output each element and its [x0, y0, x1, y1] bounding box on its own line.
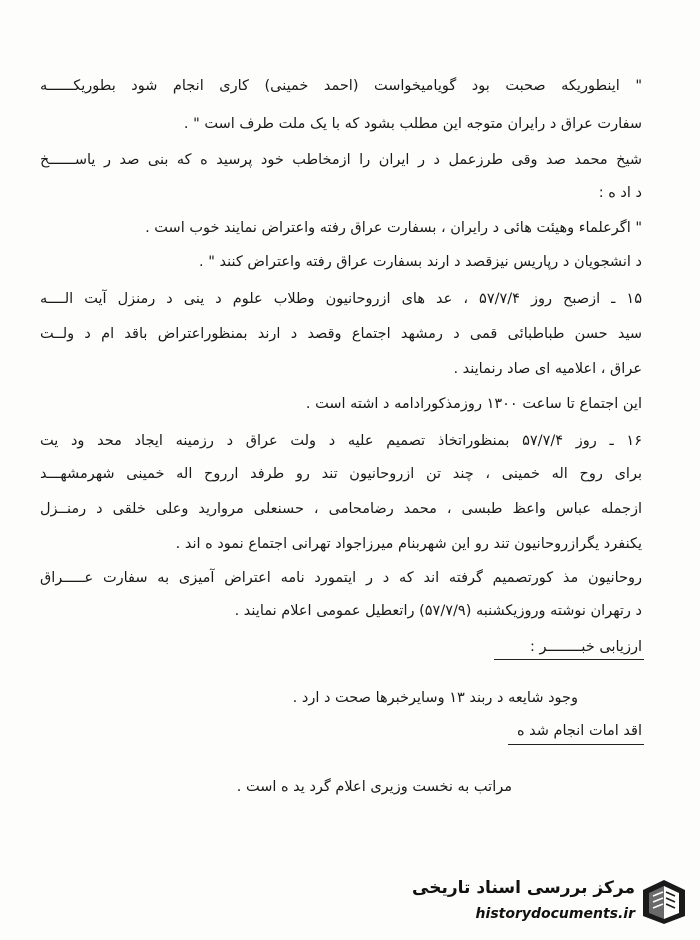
text-line: سید حسن طباطبائی قمی د رمشهد اجتماع وقصد د ارند بمنظوراعتراض باقد ام د ولــت	[40, 326, 642, 342]
text-line: سفارت عراق د رایران متوجه این مطلب بشود که با یک ملت طرف است " .	[183, 116, 642, 132]
text-line: د انشجویان د رپاریس نیزقصد د ارند بسفارت عراق رفته واعتراض کنند " .	[199, 254, 642, 270]
archive-watermark	[410, 872, 695, 934]
text-line: ۱۵ ـ ازصبح روز ۵۷/۷/۴ ، عد های ازروحانیون وطلاب علوم د ینی د رمنزل آیت الــــه	[40, 291, 642, 307]
assessment-text: وجود شایعه د ربند ۱۳ وسایرخبرها صحت د ارد .	[292, 690, 578, 706]
text-line: " اگرعلماء وهیئت هائی د رایران ، بسفارت عراق رفته واعتراض نمایند خوب است .	[145, 220, 642, 236]
text-line: ۱۶ ـ روز ۵۷/۷/۴ بمنظوراتخاذ تصمیم علیه د ولت عراق د رزمینه ایجاد محد ود یت	[40, 433, 642, 449]
text-line: برای روح اله خمینی ، چند تن ازروحانیون تند رو طرفد ارروح اله خمینی شهرمشهـــد	[40, 466, 642, 482]
book-emblem-icon	[639, 876, 689, 928]
assessment-heading: ارزیابی خبــــــــر :	[529, 639, 642, 655]
text-line: یکنفرد یگرازروحانیون تند رو این شهربنام میرزاجواد تهرانی اجتماع نمود ه اند .	[175, 536, 642, 552]
text-line: روحانیون مذ کورتصمیم گرفته اند که د ر ایتمورد نامه اعتراض آمیزی به سفارت عـــــراق	[40, 570, 642, 586]
actions-heading: اقد امات انجام شد ه	[516, 723, 642, 739]
heading-underline	[508, 744, 644, 745]
text-line: " اینطوریکه صحبت بود گویامیخواست (احمد خمینی) کاری انجام شود بطوریکــــــه	[40, 78, 642, 94]
text-line: این اجتماع تا ساعت ۱۳۰۰ روزمذکورادامه د اشته است .	[305, 396, 642, 412]
text-line: د رتهران نوشته وروزیکشنبه (۵۷/۷/۹) راتعطیل عمومی اعلام نمایند .	[234, 603, 642, 619]
text-line: عراق ، اعلامیه ای صاد رنمایند .	[453, 361, 642, 377]
actions-text: مراتب به نخست وزیری اعلام گرد ید ه است .	[236, 779, 512, 795]
watermark-url: historydocuments.ir	[475, 906, 635, 922]
text-line: ازجمله عباس واعظ طبسی ، محمد رضامحامی ، حسنعلی مروارید وعلی خلقی د رمنــزل	[40, 501, 642, 517]
text-line: شیخ محمد صد وقی طرزعمل د ر ایران را ازمخاطب خود پرسید ه که بنی صد ر یاســــــخ	[40, 152, 642, 168]
heading-underline	[494, 659, 644, 660]
text-line: د اد ه :	[598, 185, 642, 201]
watermark-title: مرکز بررسی اسناد تاریخی	[412, 878, 635, 898]
